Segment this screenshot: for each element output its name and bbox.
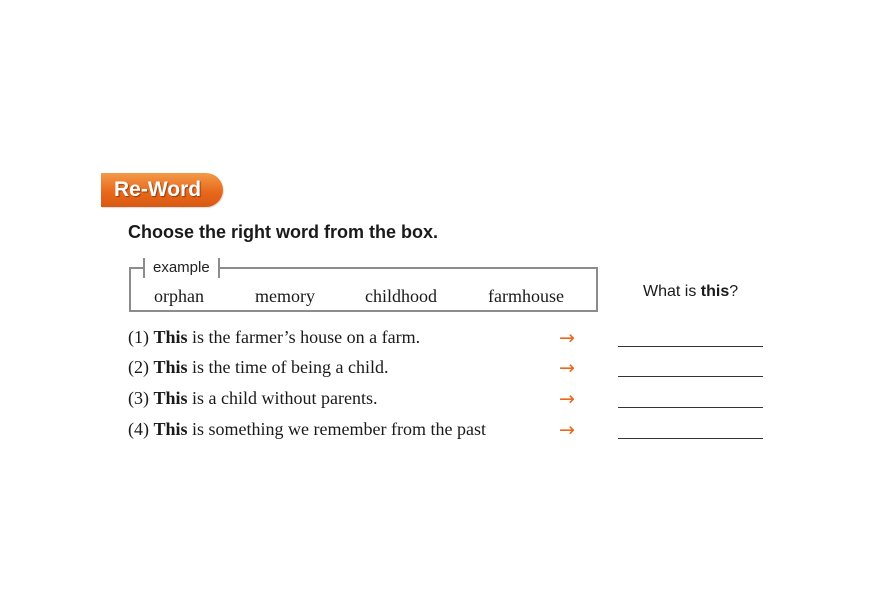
item-bold-word: This (153, 419, 188, 439)
item-text: is a child without parents. (187, 388, 378, 408)
question-bold: this (700, 283, 730, 300)
item-number: (3) (128, 388, 149, 408)
item-number: (1) (128, 327, 149, 347)
arrow-right-icon: → (559, 357, 575, 379)
question-prefix: What is (643, 283, 701, 300)
answer-blank-4[interactable] (618, 438, 763, 439)
answer-blank-3[interactable] (618, 407, 763, 408)
exercise-item-4 (128, 419, 486, 440)
item-text: is the time of being a child. (187, 357, 389, 377)
item-bold-word: This (153, 327, 188, 347)
item-text: is something we remember from the past (187, 419, 486, 439)
question-head (643, 283, 738, 301)
word-option-childhood: childhood (365, 286, 437, 306)
arrow-right-icon: → (559, 419, 575, 441)
word-option-memory: memory (255, 286, 315, 306)
item-number: (4) (128, 419, 149, 439)
word-box (129, 259, 598, 312)
word-option-farmhouse: farmhouse (488, 286, 564, 306)
reword-badge: Re-Word (101, 173, 223, 207)
question-suffix: ? (729, 283, 739, 300)
arrow-right-icon: → (559, 388, 575, 410)
word-option-orphan: orphan (154, 286, 204, 306)
answer-blank-2[interactable] (618, 376, 763, 377)
exercise-item-3 (128, 388, 378, 409)
exercise-item-1 (128, 327, 420, 348)
answer-blank-1[interactable] (618, 346, 763, 347)
arrow-right-icon: → (559, 327, 575, 349)
item-number: (2) (128, 357, 149, 377)
item-text: is the farmer’s house on a farm. (187, 327, 421, 347)
item-bold-word: This (153, 388, 188, 408)
exercise-item-2 (128, 357, 388, 378)
instruction-text: Choose the right word from the box. (128, 222, 438, 242)
item-bold-word: This (153, 357, 188, 377)
word-box-label: example (143, 258, 220, 278)
